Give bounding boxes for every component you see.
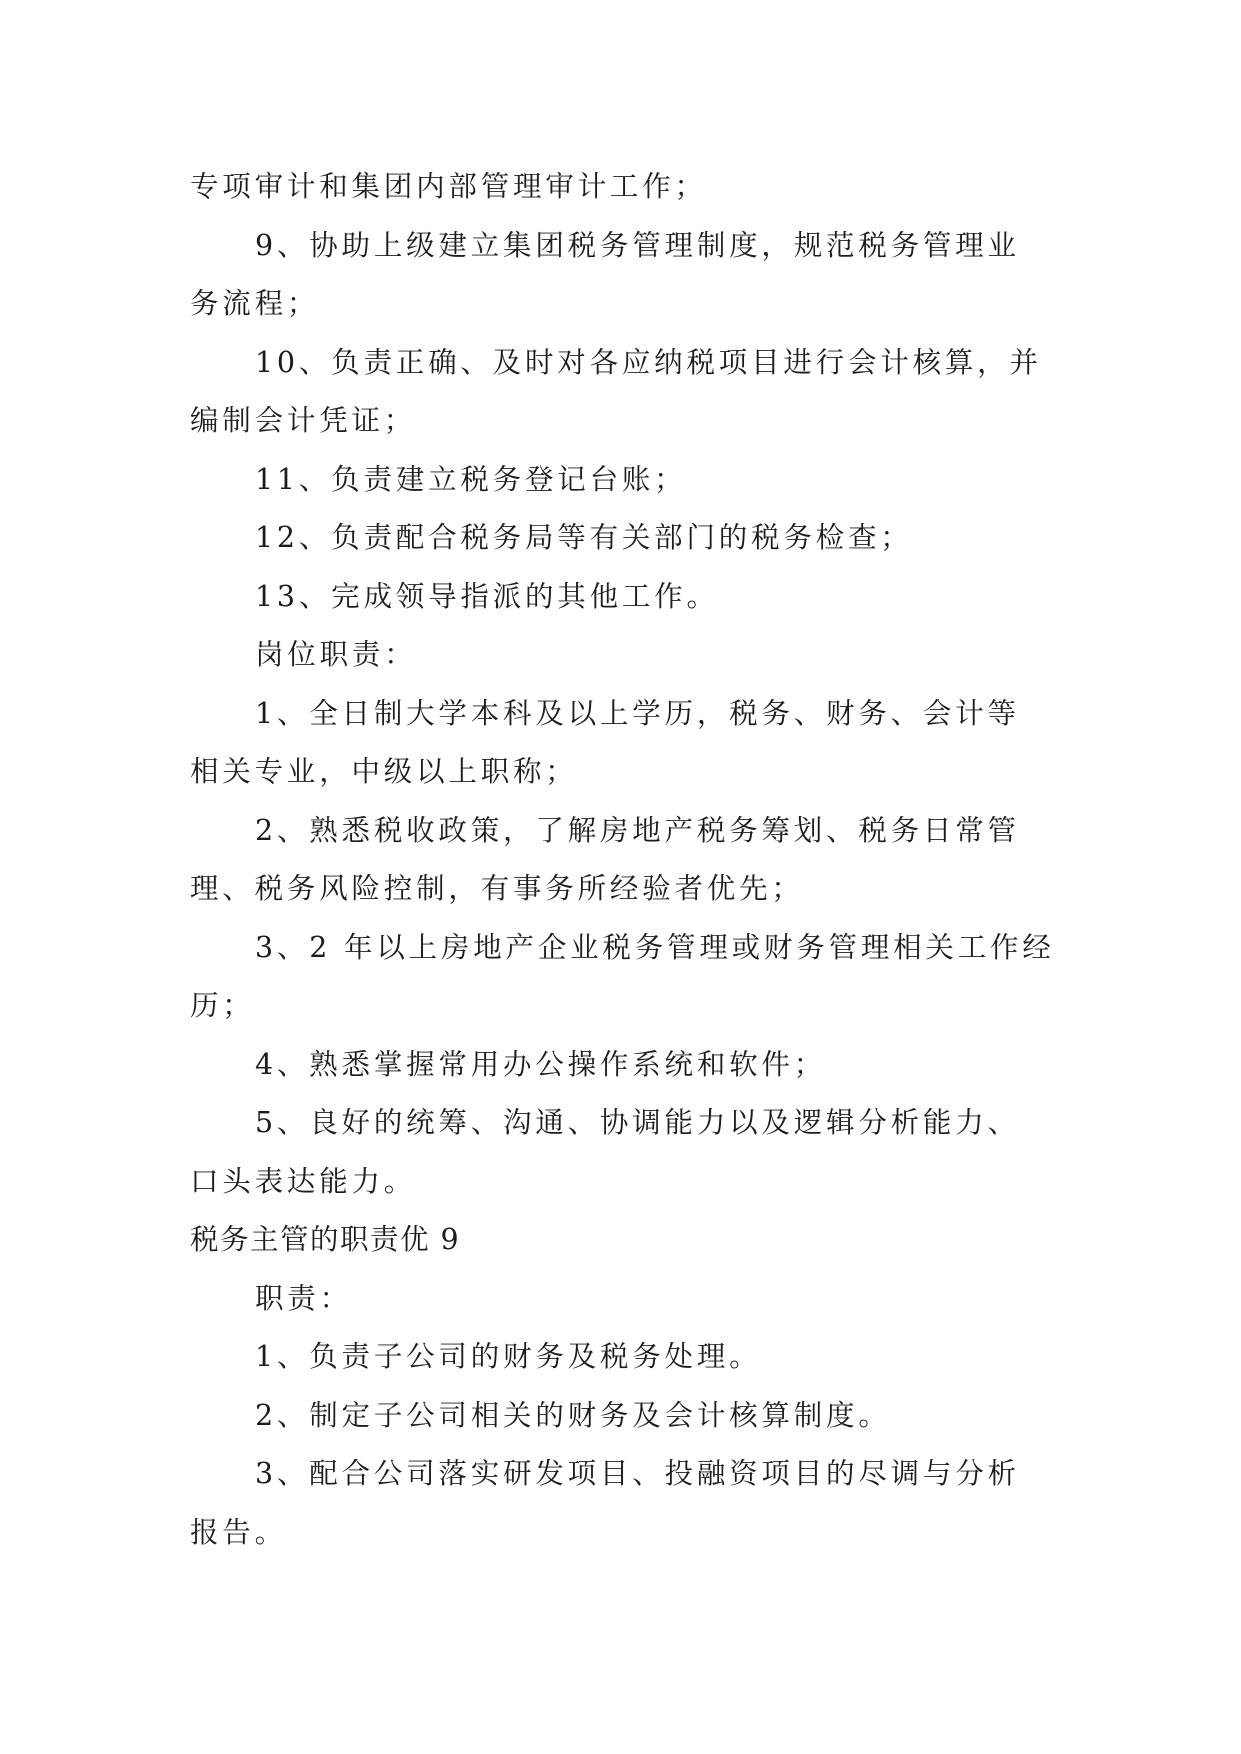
- text-line: 2、熟悉税收政策，了解房地产税务筹划、税务日常管: [255, 813, 1020, 847]
- text-line: 5、良好的统筹、沟通、协调能力以及逻辑分析能力、: [255, 1106, 1020, 1139]
- section-heading: 税务主管的职责优 9: [190, 1223, 461, 1256]
- text-line: 2、制定子公司相关的财务及会计核算制度。: [255, 1398, 891, 1432]
- text-line: 13、完成领导指派的其他工作。: [255, 579, 719, 613]
- text-line: 1、负责子公司的财务及税务处理。: [255, 1340, 762, 1373]
- text-line: 3、2 年以上房地产企业税务管理或财务管理相关工作经: [255, 930, 1055, 964]
- text-line: 务流程；: [190, 287, 320, 320]
- text-line: 12、负责配合税务局等有关部门的税务检查；: [255, 521, 913, 554]
- text-line: 编制会计凭证；: [190, 404, 417, 437]
- text-line: 历；: [190, 989, 255, 1022]
- text-line: 10、负责正确、及时对各应纳税项目进行会计核算，并: [255, 345, 1042, 379]
- text-line: 11、负责建立税务登记台账；: [255, 462, 687, 496]
- text-line: 专项审计和集团内部管理审计工作；: [190, 170, 707, 203]
- text-line: 相关专业，中级以上职称；: [190, 755, 578, 788]
- section-label: 职责：: [255, 1281, 352, 1315]
- text-line: 1、全日制大学本科及以上学历，税务、财务、会计等: [255, 696, 1020, 730]
- text-line: 4、熟悉掌握常用办公操作系统和软件；: [255, 1047, 827, 1081]
- text-line: 9、协助上级建立集团税务管理制度，规范税务管理业: [255, 228, 1020, 262]
- text-line: 3、配合公司落实研发项目、投融资项目的尽调与分析: [255, 1457, 1020, 1490]
- text-line: 口头表达能力。: [190, 1164, 417, 1198]
- text-line: 报告。: [190, 1515, 287, 1549]
- section-label: 岗位职责：: [255, 638, 417, 671]
- document-body: [190, 158, 1060, 1562]
- text-line: 理、税务风险控制，有事务所经验者优先；: [190, 872, 804, 905]
